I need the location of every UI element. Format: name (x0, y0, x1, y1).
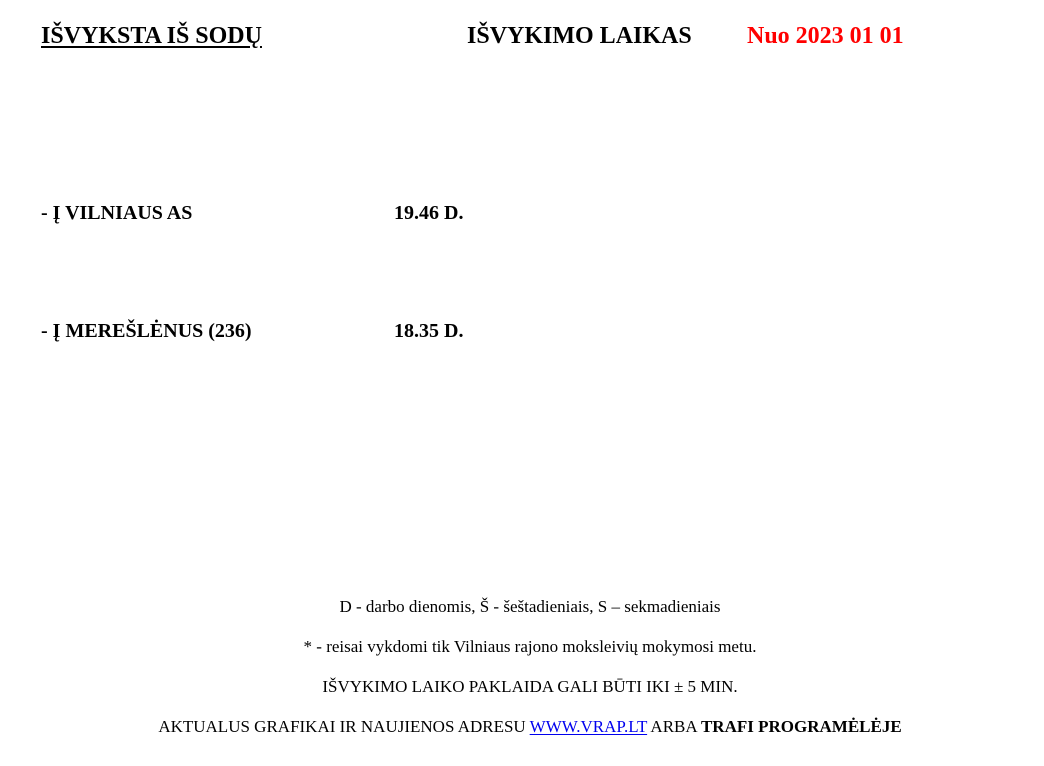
departure-time-title: IŠVYKIMO LAIKAS (467, 23, 692, 49)
vrap-link[interactable]: WWW.VRAP.LT (529, 717, 648, 736)
route-departure-time: 18.35 D. (394, 320, 464, 342)
valid-from-date: Nuo 2023 01 01 (747, 23, 904, 49)
info-line (8, 718, 1044, 735)
route-departure-time: 19.46 D. (394, 202, 464, 224)
route-destination: - Į MEREŠLĖNUS (236) (41, 320, 252, 342)
tolerance-note: IŠVYKIMO LAIKO PAKLAIDA GALI BŪTI IKI ± 5 MIN. (322, 677, 738, 696)
info-prefix: AKTUALUS GRAFIKAI IR NAUJIENOS ADRESU (158, 717, 530, 736)
stop-title: IŠVYKSTA IŠ SODŲ (41, 23, 262, 49)
info-middle: ARBA (647, 717, 701, 736)
route-destination: - Į VILNIAUS AS (41, 202, 193, 224)
trafi-app-name: TRAFI PROGRAMĖLĖJE (700, 717, 902, 736)
school-trips-note: * - reisai vykdomi tik Vilniaus rajono moksleivių mokymosi metu. (303, 637, 757, 656)
day-code-legend: D - darbo dienomis, Š - šeštadieniais, S – sekmadieniais (339, 597, 721, 616)
